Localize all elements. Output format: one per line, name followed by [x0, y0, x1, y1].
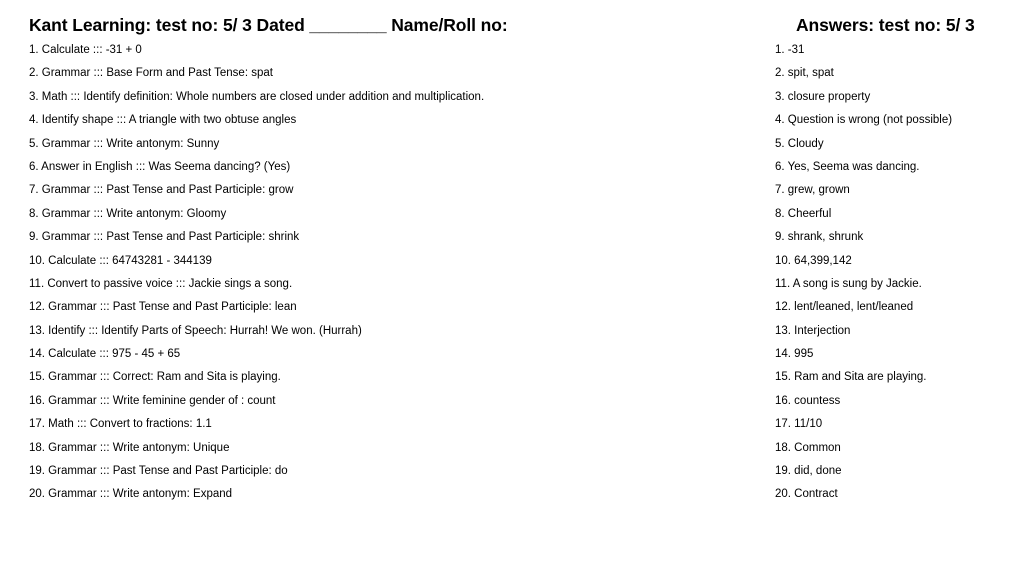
answer-item: 6. Yes, Seema was dancing.	[775, 160, 920, 173]
answer-item: 3. closure property	[775, 90, 871, 103]
answer-item: 20. Contract	[775, 488, 838, 501]
question-item: 18. Grammar ::: Write antonym: Unique	[29, 441, 230, 454]
answer-item: 16. countess	[775, 394, 841, 407]
question-item: 20. Grammar ::: Write antonym: Expand	[29, 488, 233, 501]
answer-item: 15. Ram and Sita are playing.	[775, 371, 927, 384]
question-item: 6. Answer in English ::: Was Seema dancing? (Yes)	[29, 160, 291, 173]
answer-item: 11. A song is sung by Jackie.	[775, 277, 922, 290]
answer-item: 7. grew, grown	[775, 184, 850, 197]
question-item: 15. Grammar ::: Correct: Ram and Sita is playing.	[29, 371, 281, 384]
answer-list	[775, 42, 1015, 510]
answer-item: 10. 64,399,142	[775, 254, 852, 267]
question-list	[29, 42, 749, 510]
answer-item: 8. Cheerful	[775, 207, 832, 220]
question-item: 2. Grammar ::: Base Form and Past Tense: spat	[29, 67, 273, 80]
answer-item: 9. shrank, shrunk	[775, 231, 864, 244]
question-item: 4. Identify shape ::: A triangle with two obtuse angles	[29, 114, 297, 127]
answer-item: 13. Interjection	[775, 324, 851, 337]
question-item: 16. Grammar ::: Write feminine gender of : count	[29, 394, 276, 407]
answer-item: 4. Question is wrong (not possible)	[775, 114, 953, 127]
question-item: 8. Grammar ::: Write antonym: Gloomy	[29, 207, 227, 220]
answer-item: 5. Cloudy	[775, 137, 824, 150]
question-item: 7. Grammar ::: Past Tense and Past Participle: grow	[29, 184, 294, 197]
question-item: 14. Calculate ::: 975 - 45 + 65	[29, 348, 181, 361]
question-item: 5. Grammar ::: Write antonym: Sunny	[29, 137, 220, 150]
question-item: 10. Calculate ::: 64743281 - 344139	[29, 254, 212, 267]
question-item: 11. Convert to passive voice ::: Jackie sings a song.	[29, 277, 293, 290]
answer-item: 17. 11/10	[775, 418, 823, 431]
answer-item: 2. spit, spat	[775, 67, 834, 80]
question-item: 9. Grammar ::: Past Tense and Past Participle: shrink	[29, 231, 300, 244]
question-item: 13. Identify ::: Identify Parts of Speech: Hurrah! We won. (Hurrah)	[29, 324, 362, 337]
answer-item: 19. did, done	[775, 465, 842, 478]
answers-title: Answers: test no: 5/ 3	[796, 15, 975, 35]
question-item: 3. Math ::: Identify definition: Whole numbers are closed under addition and multiplication.	[29, 90, 485, 103]
question-item: 1. Calculate ::: -31 + 0	[29, 44, 142, 56]
answer-item: 18. Common	[775, 441, 841, 454]
test-title: Kant Learning: test no: 5/ 3 Dated ________ Name/Roll no:	[29, 15, 508, 35]
question-item: 19. Grammar ::: Past Tense and Past Participle: do	[29, 465, 288, 478]
question-item: 17. Math ::: Convert to fractions: 1.1	[29, 418, 212, 431]
answer-item: 12. lent/leaned, lent/leaned	[775, 301, 914, 314]
answer-item: 1. -31	[775, 44, 805, 56]
answer-item: 14. 995	[775, 348, 814, 361]
question-item: 12. Grammar ::: Past Tense and Past Participle: lean	[29, 301, 297, 314]
